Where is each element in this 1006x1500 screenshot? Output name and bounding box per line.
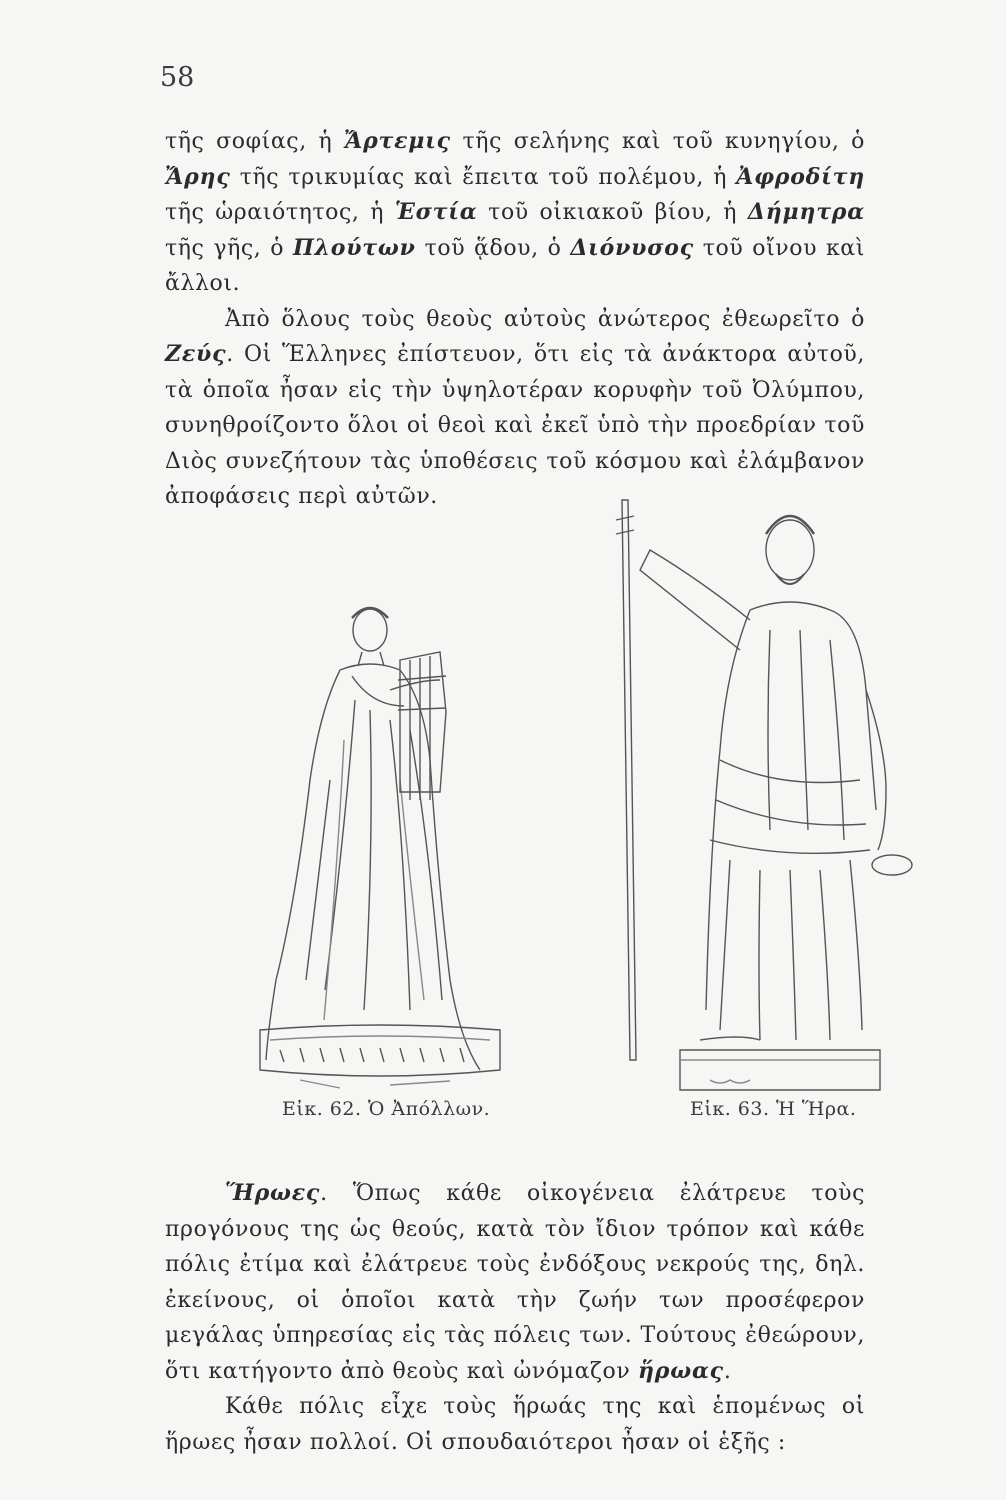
apollo-statue-drawing	[240, 580, 520, 1100]
text-run: τοῦ ᾅδου, ὁ	[415, 235, 571, 261]
page-number: 58	[160, 62, 195, 93]
text-bottom	[165, 1176, 865, 1460]
text-top	[165, 124, 865, 515]
text-run: τῆς ὡραιότητος, ἡ	[165, 200, 395, 225]
bold-term-heroes: ἥρωας	[637, 1357, 724, 1384]
bold-term-hestia: Ἑστία	[394, 199, 478, 225]
paragraph-heroes	[165, 1176, 865, 1389]
paragraph-heroes-list-intro	[165, 1389, 865, 1460]
text-run: τοῦ οἴνου καὶ ἄλλοι.	[165, 235, 865, 296]
text-run: τῆς σοφίας, ἡ	[165, 129, 344, 154]
bold-term-dionysus: Διόνυσος	[570, 234, 694, 261]
bold-term-pluto: Πλούτων	[292, 234, 416, 261]
text-run: Κάθε πόλις εἶχε τοὺς ἥρωάς της καὶ ἑπομένως οἱ ἥρωες ἦσαν πολλοί. Οἱ σπουδαιότεροι ἦσαν οἱ ἑξῆς :	[165, 1394, 865, 1455]
bold-term-ares: Ἄρης	[165, 163, 231, 190]
paragraph-gods-list	[165, 124, 865, 302]
text-run: .	[723, 1358, 732, 1384]
text-run: Ἀπὸ ὅλους τοὺς θεοὺς αὐτοὺς ἀνώτερος ἐθεωρεῖτο ὁ	[225, 306, 865, 332]
figure-caption-apollo: Εἰκ. 62. Ὁ Ἀπόλλων.	[282, 1098, 491, 1120]
bold-term-aphrodite: Ἀφροδίτη	[736, 163, 865, 190]
bold-term-demeter: Δήμητρα	[747, 199, 865, 225]
text-run: . Οἱ Ἕλληνες ἐπίστευον, ὅτι εἰς τὰ ἀνάκτορα αὐτοῦ, τὰ ὁποῖα ἦσαν εἰς τὴν ὑψηλοτέραν κορυφὴν τοῦ Ὀλύμπου, συνηθροίζοντο ὅλοι οἱ θεοὶ καὶ ἐκεῖ ὑπὸ τὴν προεδρίαν τοῦ Διὸς συνεζήτουν τὰς ὑποθέσεις τοῦ κόσμου καὶ ἐλάμβανον ἀποφάσεις περὶ αὐτῶν.	[165, 342, 865, 509]
text-run: τῆς τρικυμίας καὶ ἔπειτα τοῦ πολέμου, ἡ	[230, 164, 737, 190]
bold-term-artemis: Ἄρτεμις	[343, 128, 451, 154]
text-run: τῆς γῆς, ὁ	[165, 235, 293, 261]
bold-term-heroes-heading: Ἥρωες	[225, 1180, 321, 1206]
figure-apollo-illustration	[240, 580, 520, 1100]
text-run: τῆς σελήνης καὶ τοῦ κυνηγίου, ὁ	[450, 129, 865, 154]
figure-caption-hera: Εἰκ. 63. Ἡ Ἥρα.	[690, 1098, 857, 1120]
figure-hera-illustration	[580, 480, 940, 1100]
text-run: . Ὅπως κάθε οἰκογένεια ἐλάτρευε τοὺς προγόνους της ὡς θεούς, κατὰ τὸν ἴδιον τρόπον καὶ κάθε πόλις ἐτίμα καὶ ἐλάτρευε τοὺς ἐνδόξους νεκρούς της, δηλ. ἐκείνους, οἱ ὁποῖοι κατὰ τὴν ζωήν των προσέφερον μεγάλας ὑπηρεσίας εἰς τὰς πόλεις των. Τούτους ἐθεώρουν, ὅτι κατήγοντο ἀπὸ θεοὺς καὶ ὠνόμαζον	[165, 1181, 865, 1384]
text-run: τοῦ οἰκιακοῦ βίου, ἡ	[477, 200, 748, 225]
bold-term-zeus: Ζεύς	[165, 341, 227, 367]
hera-statue-drawing	[580, 480, 940, 1100]
